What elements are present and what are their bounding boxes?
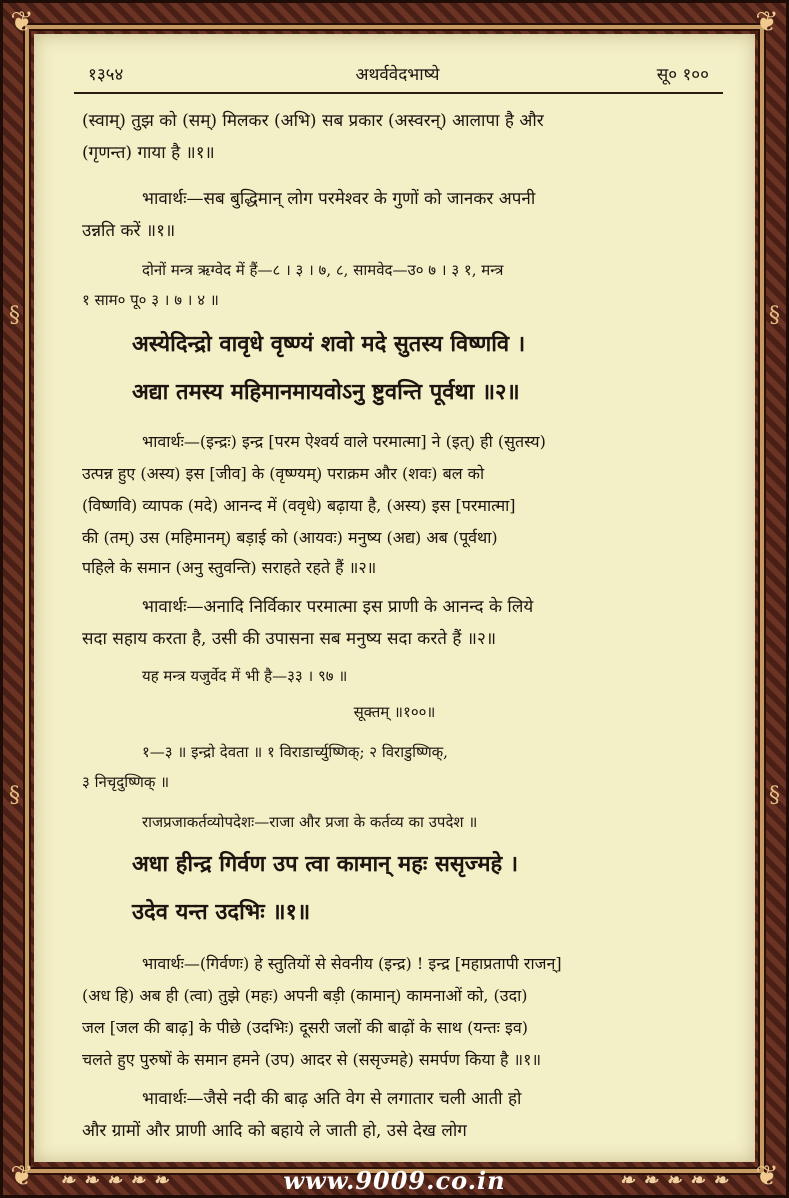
corner-ornament-icon: ❦ (10, 5, 34, 38)
text-line: चलते हुए पुरुषों के समान हमने (उप) आदर से (ससृज्महे) समर्पण किया है ॥१॥ (82, 1050, 542, 1069)
text-line: यह मन्त्र यजुर्वेद में भी है—३३ । ९७ ॥ (142, 667, 348, 685)
text-line: भावार्थः—अनादि निर्विकार परमात्मा इस प्राणी के आनन्द के लिये (142, 597, 534, 617)
text-line: (विष्णवि) व्यापक (मदे) आनन्द में (ववृधे) बढ़ाया है, (अस्य) इस [परमात्मा] (82, 496, 516, 515)
website-link[interactable]: www.9009.co.in (283, 1166, 506, 1195)
corner-ornament-icon: ❦ (755, 5, 779, 38)
footer-ornament-icon: ❧ ❧ ❧ ❧ ❧ (60, 1170, 170, 1191)
text-line: उत्पन्न हुए (अस्य) इस [जीव] के (वृष्ण्यम्) पराक्रम और (शवः) बल को (82, 464, 485, 483)
text-line: (अध हि) अब ही (त्वा) तुझे (महः) अपनी बड़ी (कामान्) कामनाओं को, (उदा) (82, 986, 528, 1005)
page-header (72, 62, 723, 88)
text-line: राजप्रजाकर्तव्योपदेशः—राजा और प्रजा के कर्तव्य का उपदेश ॥ (142, 813, 478, 831)
text-line: की (तम्) उस (महिमानम्) बड़ाई को (आयवः) मनुष्य (अद्य) अब (पूर्वथा) (82, 528, 498, 547)
swirl-ornament-icon: § (769, 783, 780, 808)
sukta-heading: सूक्तम् ॥१००॥ (353, 703, 436, 721)
footer-ornament-icon: ❧ ❧ ❧ ❧ ❧ (619, 1170, 729, 1191)
text-line: (स्वाम्) तुझ को (सम्) मिलकर (अभि) सब प्रकार (अस्वरन्) आलापा है और (82, 111, 544, 131)
mantra-line: अद्या तमस्य महिमानमायवोऽनु ष्टुवन्ति पूर्वथा ॥२॥ (132, 379, 520, 405)
text-line: भावार्थः—जैसे नदी की बाढ़ अति वेग से लगातार चली आती हो (142, 1089, 522, 1109)
mantra-line: अधा हीन्द्र गिर्वण उप त्वा कामान् महः ससृज्महे । (132, 851, 519, 877)
text-line: पहिले के समान (अनु स्तुवन्ति) सराहते रहते हैं ॥२॥ (82, 558, 377, 577)
page-number: १३५४ (88, 65, 124, 85)
mantra-line: अस्येदिन्द्रो वावृधे वृष्ण्यं शवो मदे सुतस्य विष्णवि । (132, 331, 526, 357)
swirl-ornament-icon: § (9, 303, 20, 328)
sukta-reference: सू० १०० (656, 65, 709, 85)
swirl-ornament-icon: § (769, 303, 780, 328)
text-line: ३ निचृदुष्णिक् ॥ (82, 773, 170, 791)
text-line: १ साम० पू० ३ । ७ । ४ ॥ (82, 291, 219, 309)
text-line: भावार्थः—सब बुद्धिमान् लोग परमेश्वर के गुणों को जानकर अपनी (142, 189, 536, 209)
text-line: दोनों मन्त्र ऋग्वेद में हैं—८ । ३ । ७, ८, सामवेद—उ० ७ । ३ १, मन्त्र (142, 261, 504, 279)
text-line: भावार्थः—(इन्द्रः) इन्द्र [परम ऐश्वर्य वाले परमात्मा] ने (इत्) ही (सुतस्य) (142, 432, 546, 451)
text-line: (गृणन्त) गाया है ॥१॥ (82, 143, 215, 163)
mantra-line: उदेव यन्त उदभिः ॥१॥ (132, 899, 311, 925)
text-line: १—३ ॥ इन्द्रो देवता ॥ १ विराडार्च्युष्णिक्; २ विराडुष्णिक्, (142, 743, 448, 761)
book-page (34, 34, 755, 1162)
corner-ornament-icon: ❦ (755, 1159, 779, 1192)
text-line: सदा सहाय करता है, उसी की उपासना सब मनुष्य सदा करते हैं ॥२॥ (82, 629, 497, 649)
text-line: भावार्थः—(गिर्वणः) हे स्तुतियों से सेवनीय (इन्द्र) ! इन्द्र [महाप्रतापी राजन्] (142, 954, 562, 973)
corner-ornament-icon: ❦ (10, 1159, 34, 1192)
footer-bar (0, 1166, 789, 1198)
text-line: उन्नति करें ॥१॥ (82, 221, 176, 241)
book-title: अथर्ववेदभाष्ये (355, 65, 440, 85)
text-line: और ग्रामों और प्राणी आदि को बहाये ले जाती हो, उसे देख लोग (82, 1121, 467, 1141)
header-divider (74, 92, 723, 94)
text-line: जल [जल की बाढ़] के पीछे (उदभिः) दूसरी जलों की बाढ़ों के साथ (यन्तः इव) (82, 1018, 528, 1037)
swirl-ornament-icon: § (9, 783, 20, 808)
